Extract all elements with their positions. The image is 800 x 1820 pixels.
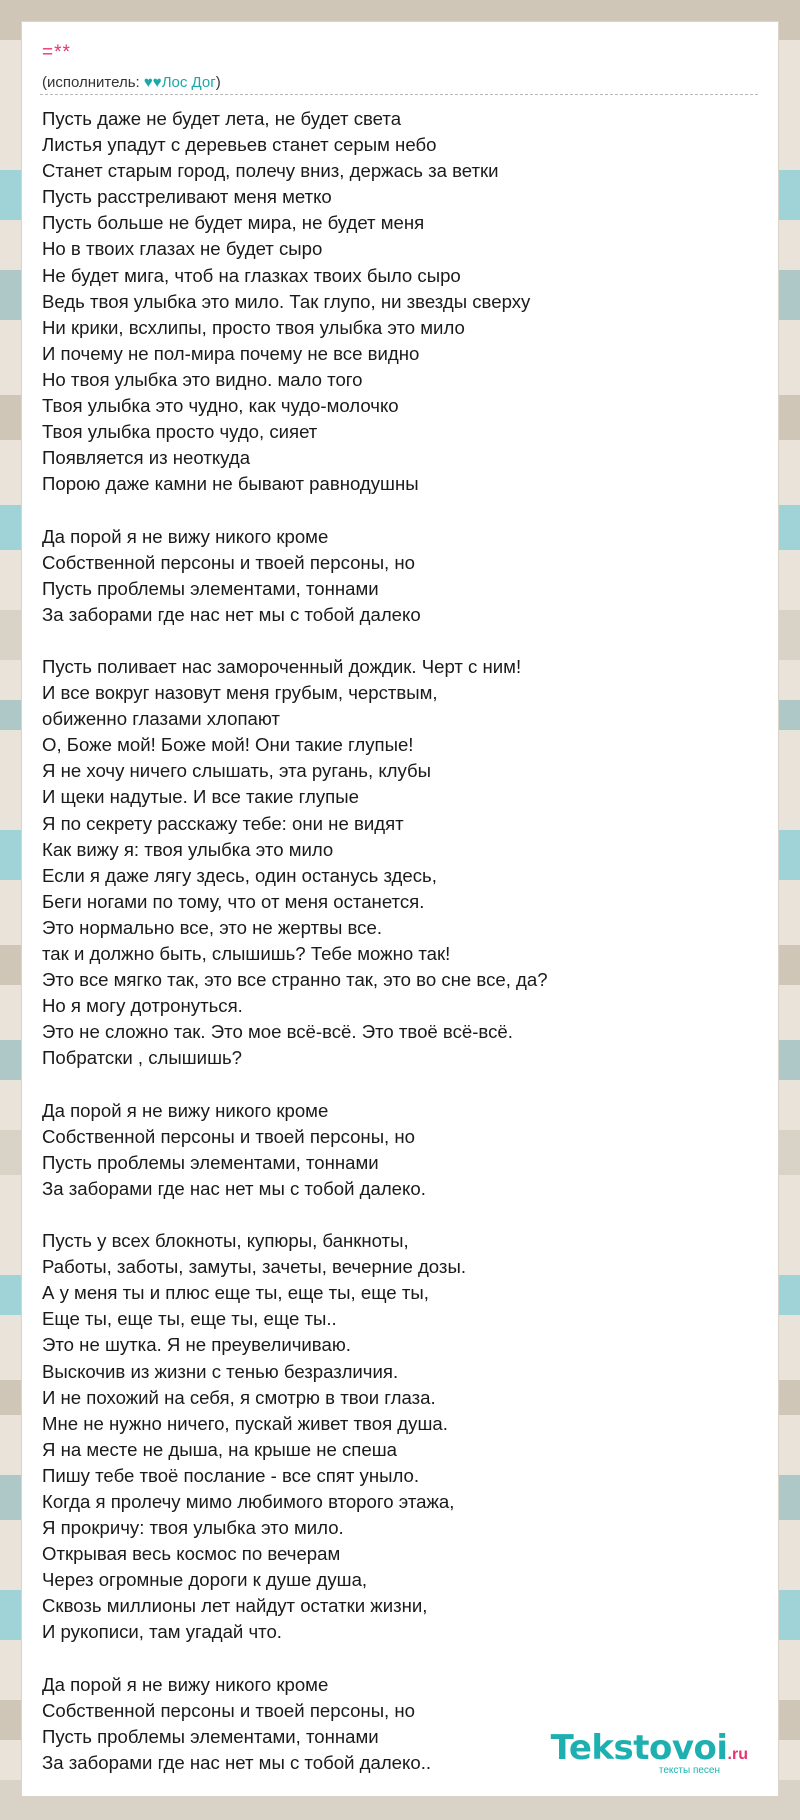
lyric-line: О, Боже мой! Боже мой! Они такие глупые! xyxy=(42,734,414,756)
lyric-line: Но твоя улыбка это видно. мало того xyxy=(42,368,363,390)
lyric-line: Беги ногами по тому, что от меня останется. xyxy=(42,890,425,912)
lyric-line: Мне не нужно ничего, пускай живет твоя душа. xyxy=(42,1412,448,1434)
lyric-line: Пусть расстреливают меня метко xyxy=(42,186,332,208)
lyric-line xyxy=(42,628,758,654)
lyric-line: Станет старым город, полечу вниз, держась за ветки xyxy=(42,160,499,182)
site-logo[interactable] xyxy=(550,1728,748,1776)
lyric-line: Ведь твоя улыбка это мило. Так глупо, ни звезды сверху xyxy=(42,290,531,312)
lyric-line: Я на месте не дыша, на крыше не спеша xyxy=(42,1438,397,1460)
lyric-line: Если я даже лягу здесь, один останусь здесь, xyxy=(42,864,437,886)
lyric-line: Я прокричу: твоя улыбка это мило. xyxy=(42,1517,344,1539)
lyric-line: Это не сложно так. Это мое всё-всё. Это твоё всё-всё. xyxy=(42,1021,513,1043)
brand-name: Tekstovoi xyxy=(550,1728,728,1768)
lyric-line: И не похожий на себя, я смотрю в твои глаза. xyxy=(42,1386,436,1408)
lyric-line: Пусть поливает нас замороченный дождик. Черт с ним! xyxy=(42,655,522,677)
lyric-line: Побратски , слышишь? xyxy=(42,1047,243,1069)
lyric-line: Но в твоих глазах не будет сыро xyxy=(42,238,323,260)
lyric-line: И почему не пол-мира почему не все видно xyxy=(42,342,420,364)
lyric-line xyxy=(42,1202,758,1228)
lyric-line: Через огромные дороги к душе душа, xyxy=(42,1569,368,1591)
lyric-line: Я не хочу ничего слышать, эта ругань, клубы xyxy=(42,760,432,782)
lyric-line: И щеки надутые. И все такие глупые xyxy=(42,786,359,808)
lyric-line: Собственной персоны и твоей персоны, но xyxy=(42,1125,416,1147)
lyrics-text xyxy=(42,106,758,1776)
lyric-line: Твоя улыбка просто чудо, сияет xyxy=(42,421,318,443)
lyric-line xyxy=(42,497,758,523)
performer-prefix: (исполнитель: xyxy=(42,74,144,91)
lyric-line: Пусть проблемы элементами, тоннами xyxy=(42,577,379,599)
lyric-line: Не будет мига, чтоб на глазках твоих было сыро xyxy=(42,264,461,286)
lyric-line: Сквозь миллионы лет найдут остатки жизни, xyxy=(42,1595,428,1617)
lyric-line: Листья упадут с деревьев станет серым небо xyxy=(42,134,437,156)
song-title: =** xyxy=(42,42,71,63)
lyric-line: Пусть проблемы элементами, тоннами xyxy=(42,1151,379,1173)
lyric-line: Пусть больше не будет мира, не будет меня xyxy=(42,212,425,234)
lyric-line: Когда я пролечу мимо любимого второго этажа, xyxy=(42,1490,455,1512)
lyric-line: Это не шутка. Я не преувеличиваю. xyxy=(42,1334,351,1356)
lyric-line xyxy=(42,1646,758,1672)
lyric-line: Еще ты, еще ты, еще ты, еще ты.. xyxy=(42,1308,337,1330)
lyric-line: И все вокруг назовут меня грубым, черствым, xyxy=(42,682,438,704)
lyric-line: За заборами где нас нет мы с тобой далеко.. xyxy=(42,1751,432,1773)
brand-tagline: тексты песен xyxy=(658,1765,720,1776)
performer-line xyxy=(42,74,221,91)
lyric-line: Это все мягко так, это все странно так, это во сне все, да? xyxy=(42,969,548,991)
lyric-line: Это нормально все, это не жертвы все. xyxy=(42,916,382,938)
lyric-line: Выскочив из жизни с тенью безразличия. xyxy=(42,1360,399,1382)
brand-tld: .ru xyxy=(727,1746,748,1763)
lyric-line: Пусть даже не будет лета, не будет света xyxy=(42,108,402,129)
lyric-line: Работы, заботы, замуты, зачеты, вечерние дозы. xyxy=(42,1256,466,1278)
lyric-line: Собственной персоны и твоей персоны, но xyxy=(42,1699,416,1721)
lyric-line: За заборами где нас нет мы с тобой далеко xyxy=(42,603,421,625)
lyric-line: А у меня ты и плюс еще ты, еще ты, еще ты, xyxy=(42,1282,429,1304)
lyric-line: Как вижу я: твоя улыбка это мило xyxy=(42,838,334,860)
lyric-line: Да порой я не вижу никого кроме xyxy=(42,1099,329,1121)
lyric-line: Пусть проблемы элементами, тоннами xyxy=(42,1725,379,1747)
lyrics-card xyxy=(22,22,778,1796)
lyric-line: И рукописи, там угадай что. xyxy=(42,1621,282,1643)
lyric-line: Порою даже камни не бывают равнодушны xyxy=(42,473,419,495)
lyric-line: Твоя улыбка это чудно, как чудо-молочко xyxy=(42,395,399,417)
lyric-line: Да порой я не вижу никого кроме xyxy=(42,1673,329,1695)
lyric-line xyxy=(42,1071,758,1097)
lyric-line: обиженно глазами хлопают xyxy=(42,708,280,730)
lyric-line: Открывая весь космос по вечерам xyxy=(42,1543,341,1565)
performer-suffix: ) xyxy=(215,74,221,91)
lyric-line: Да порой я не вижу никого кроме xyxy=(42,525,329,547)
lyric-line: Ни крики, всхлипы, просто твоя улыбка это мило xyxy=(42,316,465,338)
lyric-line: так и должно быть, слышишь? Тебе можно так! xyxy=(42,943,451,964)
lyric-line: За заборами где нас нет мы с тобой далеко. xyxy=(42,1177,426,1199)
dashed-divider xyxy=(40,94,758,95)
lyric-line: Я по секрету расскажу тебе: они не видят xyxy=(42,812,404,834)
lyric-line: Пусть у всех блокноты, купюры, банкноты, xyxy=(42,1230,409,1252)
hearts-icon: ♥♥ xyxy=(143,74,162,91)
performer-link[interactable]: Лос Дог xyxy=(161,74,216,91)
lyric-line: Пишу тебе твоё послание - все спят уныло. xyxy=(42,1464,420,1486)
lyric-line: Появляется из неоткуда xyxy=(42,447,251,469)
lyric-line: Собственной персоны и твоей персоны, но xyxy=(42,551,416,573)
lyric-line: Но я могу дотронуться. xyxy=(42,995,243,1017)
